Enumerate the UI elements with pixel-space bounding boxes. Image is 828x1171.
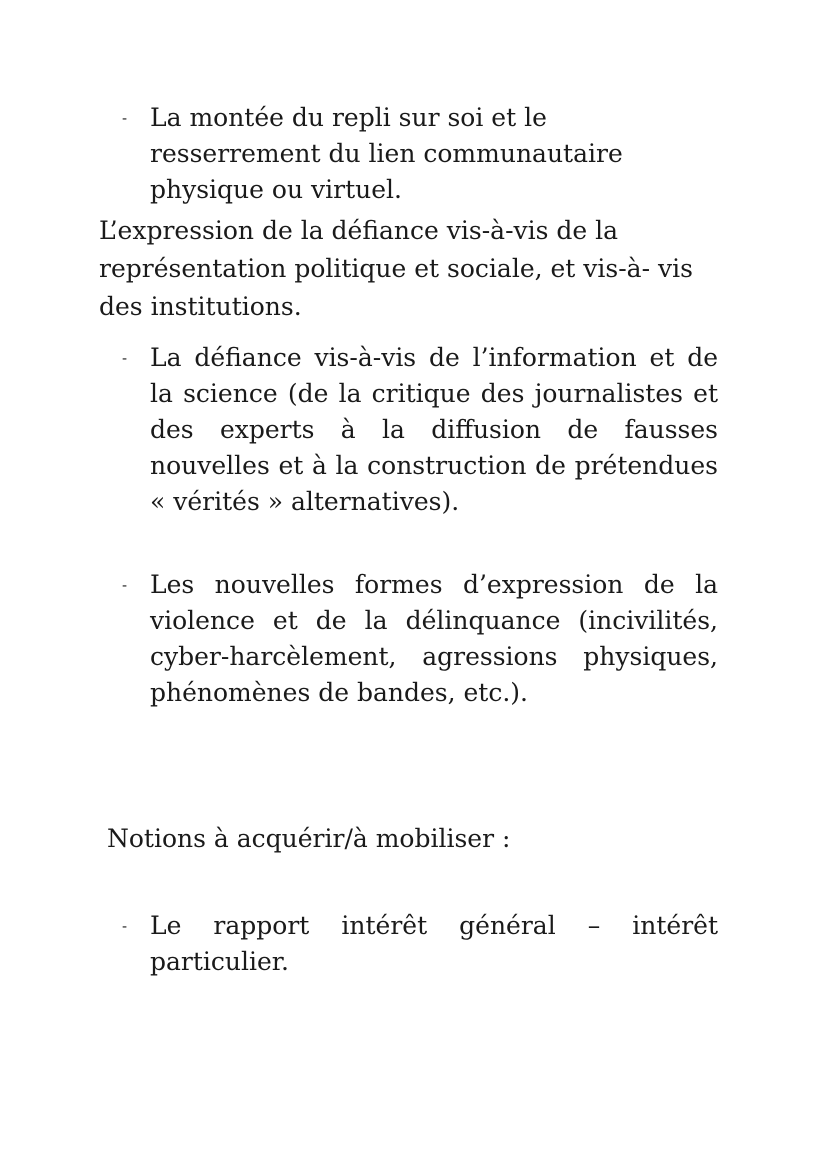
paragraph-defiance-institutions: L’expression de la défiance vis-à-vis de la représentation politique et sociale, et vis-à- vis des institutions.: [99, 216, 693, 321]
notions-heading: Notions à acquérir/à mobiliser :: [107, 824, 511, 853]
bullet-item-repli: [122, 100, 718, 208]
bullet-marker: -: [122, 576, 128, 594]
bullet-marker: -: [122, 109, 128, 127]
bullet-text-repli: La montée du repli sur soi et le resserrement du lien communautaire physique ou virtuel.: [150, 103, 623, 204]
bullet-item-violence: [122, 567, 718, 711]
bullet-item-interet: [122, 908, 718, 980]
bullet-text-interet: Le rapport intérêt général – intérêt particulier.: [150, 911, 718, 976]
bullet-marker: -: [122, 917, 128, 935]
bullet-text-defiance-information: La défiance vis-à-vis de l’information et de la science (de la critique des journalistes et des experts à la diffusion de fausses nouvelles et à la construction de prétendues « vérités » alternatives).: [150, 343, 718, 516]
bullet-text-violence: Les nouvelles formes d’expression de la violence et de la délinquance (incivilités, cyber-harcèlement, agressions physiques, phénomènes de bandes, etc.).: [150, 570, 718, 707]
bullet-marker: -: [122, 349, 128, 367]
bullet-item-defiance-information: [122, 340, 718, 520]
